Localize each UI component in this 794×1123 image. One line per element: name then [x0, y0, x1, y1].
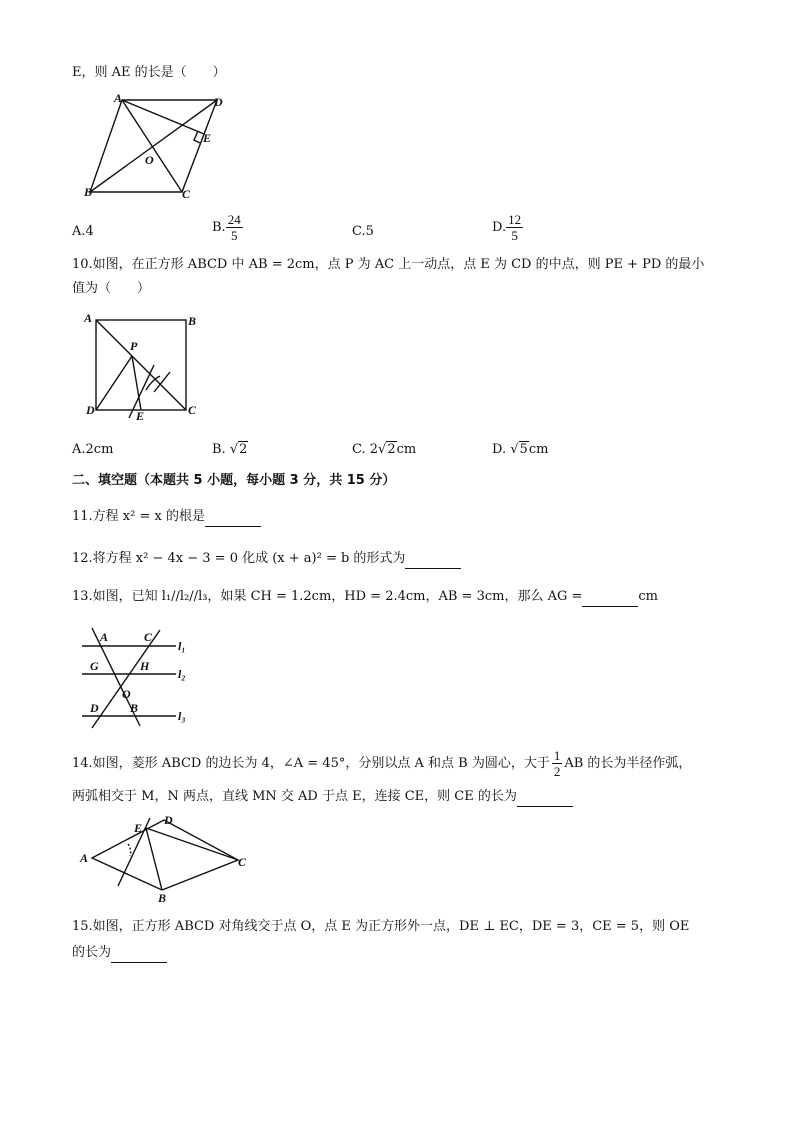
q13-unit: cm [638, 589, 659, 604]
q13-label-B: B [130, 701, 139, 715]
q9-label-O: O [145, 153, 154, 167]
q13-label-A: A [100, 630, 109, 644]
q14-question-text-b: AB 的长为半径作弧， [564, 756, 692, 771]
q13-label-D: D [90, 701, 99, 715]
q9-question-tail: E，则 AE 的长是（ ） [72, 65, 226, 80]
q13-label-H: H [140, 659, 150, 673]
q12-question [72, 550, 461, 569]
q10-choice-c-suffix: cm [396, 442, 417, 457]
q15-answer-blank[interactable] [111, 944, 167, 963]
q13-label-C: C [144, 630, 153, 644]
q10-choice-d: D. √5cm [492, 442, 549, 457]
q11-question-text: 11.方程 x² = x 的根是 [72, 509, 205, 524]
q12-answer-blank[interactable] [405, 550, 461, 569]
q14-question-line2-text: 两弧相交于 M，N 两点，直线 MN 交 AD 于点 E，连接 CE，则 CE 的长为 [72, 789, 517, 804]
q10-choice-b-radicand: 2 [239, 442, 248, 457]
q10-choice-d-prefix: D. [492, 442, 511, 457]
q15-question-line1: 15.如图，正方形 ABCD 对角线交于点 O，点 E 为正方形外一点，DE ⊥ EC，DE = 3，CE = 5，则 OE [72, 919, 690, 934]
q14-label-C: C [238, 855, 247, 869]
q10-choice-d-suffix: cm [528, 442, 549, 457]
q9-choice-b-denominator: 5 [230, 228, 238, 243]
q13-parallel-lines-figure [78, 622, 208, 732]
q13-label-O: O [122, 687, 131, 701]
q9-choice-c: C.5 [352, 224, 374, 239]
q9-choice-d-fraction [506, 212, 523, 243]
q10-label-A: A [84, 311, 93, 325]
q14-question-line2 [72, 788, 573, 807]
q10-choice-c: C. 2√2cm [352, 442, 417, 457]
q9-choice-d-prefix: D. [492, 220, 507, 235]
q10-choice-a: A.2cm [72, 442, 114, 457]
q14-question-text-a: 14.如图，菱形 ABCD 的边长为 4，∠A = 45°，分别以点 A 和点 B 为圆心，大于 [72, 756, 550, 771]
q15-question-line2-text: 的长为 [72, 945, 112, 960]
q9-choice-b-prefix: B. [212, 220, 226, 235]
q9-label-B: B [84, 185, 93, 199]
q13-label-l3: l₃ [178, 709, 186, 723]
q13-answer-blank[interactable] [582, 588, 638, 607]
q10-choice-c-radicand: 2 [387, 442, 396, 457]
q9-choice-a: A.4 [72, 224, 94, 239]
q14-half-fraction [552, 748, 563, 779]
q10-label-B: B [188, 314, 197, 328]
q10-label-E: E [136, 409, 145, 423]
q10-choice-b-prefix: B. [212, 442, 230, 457]
q10-question-line2: 值为（ ） [72, 281, 151, 296]
q10-label-P: P [130, 339, 138, 353]
q9-rhombus-figure [82, 92, 232, 202]
q14-fraction-numerator: 1 [553, 748, 561, 763]
q10-choice-c-prefix: C. 2 [352, 442, 379, 457]
q10-label-D: D [86, 403, 95, 417]
q9-choice-b-fraction [226, 212, 243, 243]
section-2-title: 二、填空题（本题共 5 小题，每小题 3 分，共 15 分） [72, 473, 396, 488]
q14-answer-blank[interactable] [517, 788, 573, 807]
q10-square-figure [84, 310, 204, 425]
q13-question [72, 588, 658, 607]
q9-choice-d-numerator: 12 [508, 212, 522, 227]
q13-question-text: 13.如图，已知 l₁//l₂//l₃，如果 CH = 1.2cm，HD = 2.4cm，AB = 3cm，那么 AG = [72, 589, 583, 604]
q10-choice-b: B. √2 [212, 442, 248, 457]
q11-answer-blank[interactable] [205, 508, 261, 527]
q10-choice-d-radicand: 5 [519, 442, 528, 457]
q9-choice-b [212, 212, 243, 243]
q14-rhombus-figure [78, 814, 253, 906]
q14-label-A: A [80, 851, 89, 865]
q9-label-A: A [114, 92, 123, 105]
q10-label-C: C [188, 403, 197, 417]
q10-question-line1: 10.如图，在正方形 ABCD 中 AB = 2cm，点 P 为 AC 上一动点，点 E 为 CD 的中点，则 PE + PD 的最小 [72, 257, 705, 272]
q15-question-line2 [72, 944, 167, 963]
q14-fraction-denominator: 2 [553, 764, 561, 779]
q9-label-C: C [182, 187, 191, 201]
q13-label-l2: l₂ [178, 667, 186, 681]
q14-label-E: E [134, 821, 143, 835]
q13-label-G: G [90, 659, 99, 673]
q9-label-D: D [214, 95, 223, 109]
q11-question [72, 508, 261, 527]
q14-label-B: B [158, 891, 167, 905]
q14-label-D: D [164, 814, 173, 827]
q9-choice-d-denominator: 5 [511, 228, 518, 243]
q12-question-text: 12.将方程 x² − 4x − 3 = 0 化成 (x + a)² = b 的形式为 [72, 551, 406, 566]
q9-choice-b-numerator: 24 [227, 212, 241, 227]
q13-label-l1: l₁ [178, 639, 186, 653]
q9-choice-d [492, 212, 523, 243]
q14-question-line1 [72, 748, 691, 779]
q9-label-E: E [203, 131, 212, 145]
